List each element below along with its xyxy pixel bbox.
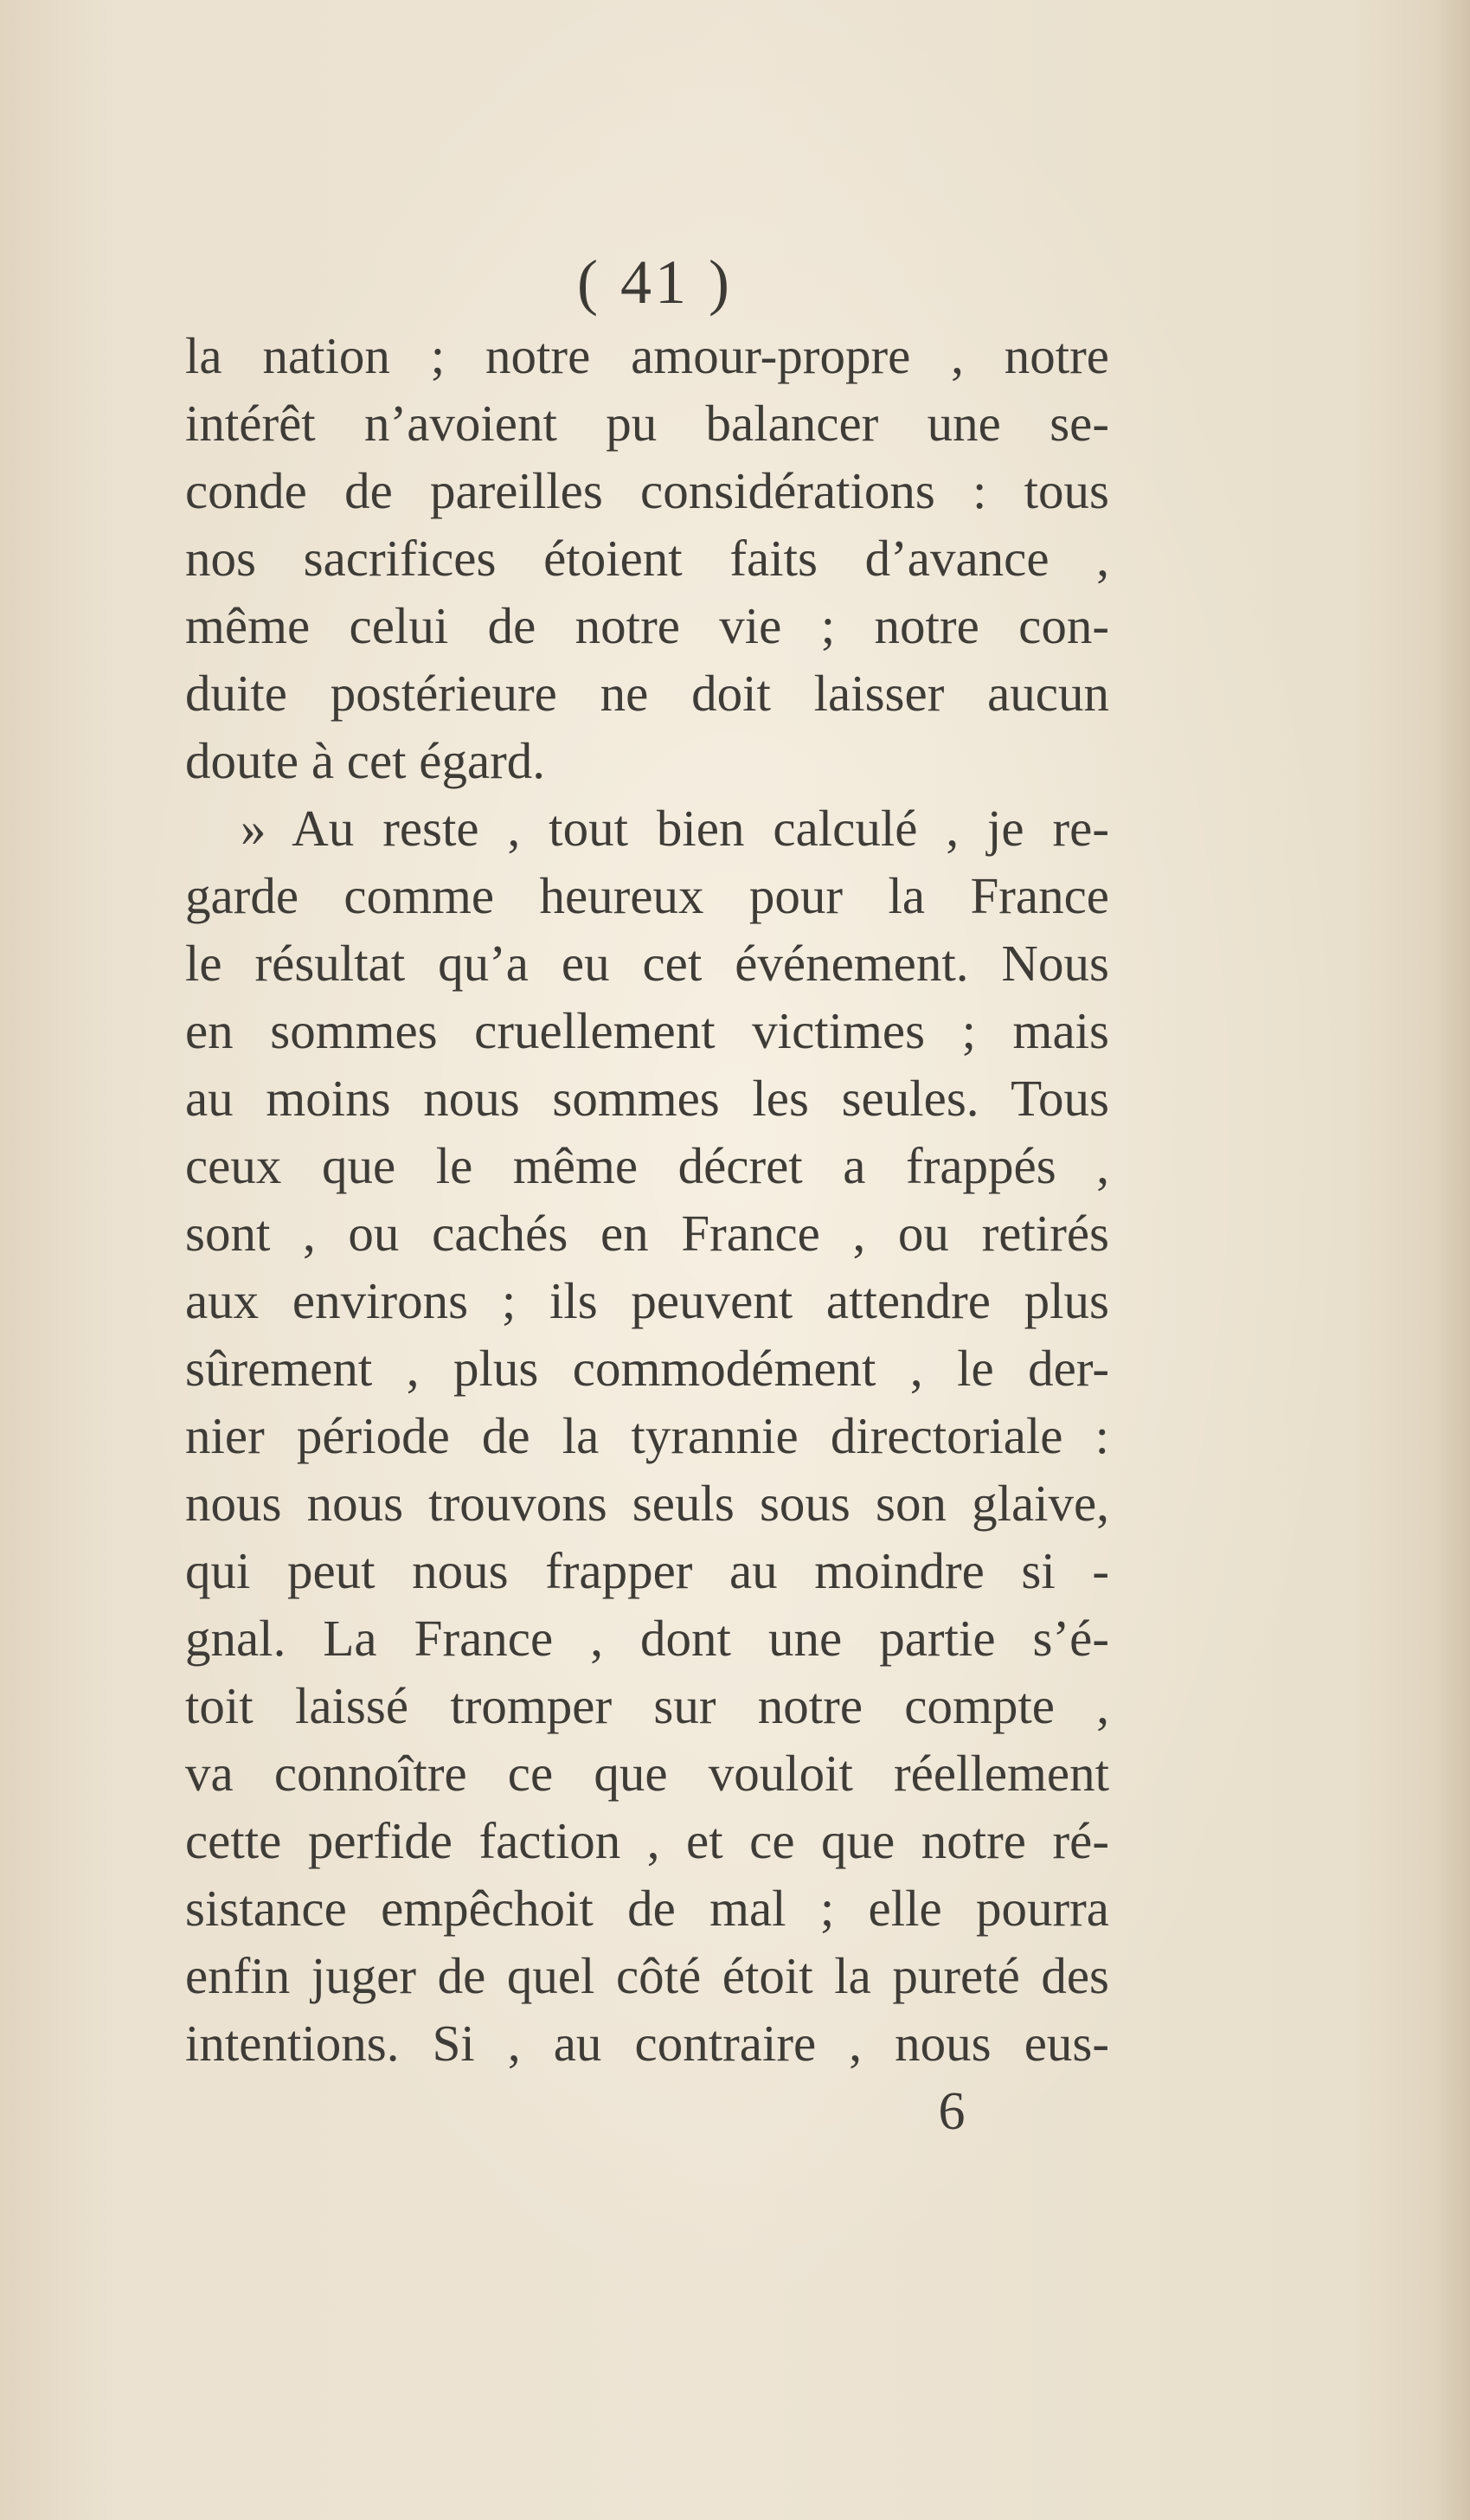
text-line: aux environs ; ils peuvent attendre plus [185,1272,1109,1329]
text-line: nos sacrifices étoient faits d’avance , [185,530,1109,587]
text-line: » Au reste , tout bien calculé , je re- [241,800,1109,857]
text-line: cette perfide faction , et ce que notre ré- [185,1812,1109,1869]
text-line: nier période de la tyrannie directoriale : [185,1407,1109,1464]
page-edge-shadow [1435,0,1470,2520]
text-line: sûrement , plus commodément , le der- [185,1340,1109,1397]
text-line: ceux que le même décret a frappés , [185,1137,1109,1194]
text-line: conde de pareilles considérations : tous [185,462,1109,519]
text-line: intentions. Si , au contraire , nous eus- [185,2015,1109,2072]
text-line: garde comme heureux pour la France [185,867,1109,924]
text-line: la nation ; notre amour-propre , notre [185,327,1109,384]
text-line: va connoître ce que vouloit réellement [185,1745,1109,1802]
text-line: duite postérieure ne doit laisser aucun [185,665,1109,722]
text-line: toit laissé tromper sur notre compte , [185,1677,1109,1734]
signature-mark: 6 [938,2082,966,2141]
text-line: sistance empêchoit de mal ; elle pourra [185,1880,1109,1937]
text-line: même celui de notre vie ; notre con- [185,597,1109,654]
text-line: au moins nous sommes les seules. Tous [185,1070,1109,1127]
text-line: nous nous trouvons seuls sous son glaive, [185,1475,1109,1532]
page-number: ( 41 ) [577,248,733,317]
text-line: intérêt n’avoient pu balancer une se- [185,395,1109,452]
text-line: doute à cet égard. [185,732,546,789]
body-text [185,322,1109,2077]
text-line: en sommes cruellement victimes ; mais [185,1002,1109,1059]
text-line: qui peut nous frapper au moindre si - [185,1542,1109,1599]
text-line: gnal. La France , dont une partie s’é- [185,1610,1109,1667]
text-line: sont , ou cachés en France , ou retirés [185,1205,1109,1262]
text-line: enfin juger de quel côté étoit la pureté des [185,1947,1109,2004]
text-line: le résultat qu’a eu cet événement. Nous [185,935,1109,992]
